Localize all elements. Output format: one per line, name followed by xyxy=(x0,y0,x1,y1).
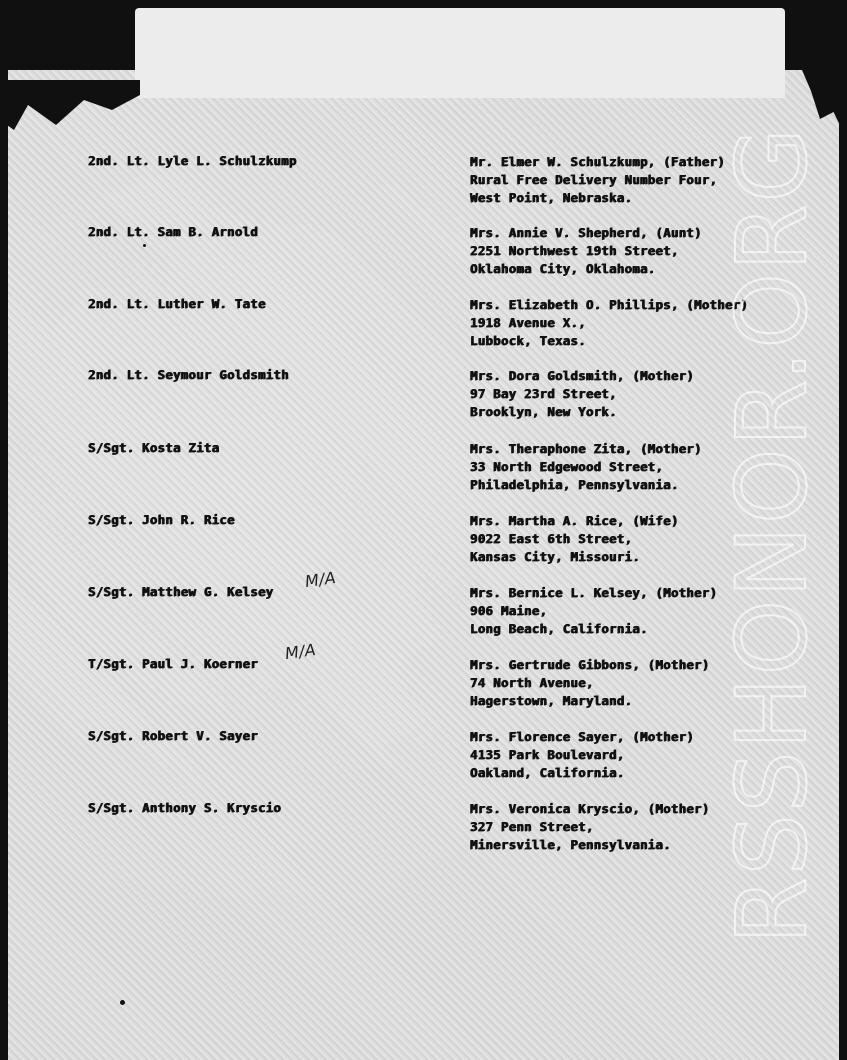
address-line: 1918 Avenue X., xyxy=(470,315,586,330)
address-line: Brooklyn, New York. xyxy=(470,404,617,419)
serviceman-name: 2nd. Lt. Sam B. Arnold xyxy=(88,224,258,239)
address-line: Rural Free Delivery Number Four, xyxy=(470,172,718,187)
address-line: Philadelphia, Pennsylvania. xyxy=(470,477,679,492)
address-line: 9022 East 6th Street, xyxy=(470,531,633,546)
serviceman-name: 2nd. Lt. Lyle L. Schulzkump xyxy=(88,153,297,168)
next-of-kin-address xyxy=(470,512,679,566)
address-line: Mrs. Florence Sayer, (Mother) xyxy=(470,729,695,744)
address-line: Mrs. Gertrude Gibbons, (Mother) xyxy=(470,657,710,672)
address-line: Oakland, California. xyxy=(470,765,625,780)
address-line: Lubbock, Texas. xyxy=(470,333,586,348)
address-line: Mrs. Martha A. Rice, (Wife) xyxy=(470,513,679,528)
address-line: Kansas City, Missouri. xyxy=(470,549,640,564)
paper-speck xyxy=(120,1000,125,1005)
address-line: 97 Bay 23rd Street, xyxy=(470,386,617,401)
next-of-kin-address xyxy=(470,367,694,421)
paper-top-strip xyxy=(135,8,785,98)
address-line: West Point, Nebraska. xyxy=(470,190,633,205)
serviceman-name: S/Sgt. Kosta Zita xyxy=(88,440,220,455)
serviceman-name: S/Sgt. Anthony S. Kryscio xyxy=(88,800,282,815)
next-of-kin-address xyxy=(470,153,725,207)
next-of-kin-address xyxy=(470,728,694,782)
next-of-kin-address xyxy=(470,296,748,350)
serviceman-name: T/Sgt. Paul J. Koerner xyxy=(88,656,258,671)
address-line: Oklahoma City, Oklahoma. xyxy=(470,261,656,276)
address-line: Mrs. Theraphone Zita, (Mother) xyxy=(470,441,702,456)
address-line: 906 Maine, xyxy=(470,603,548,618)
address-line: Mr. Elmer W. Schulzkump, (Father) xyxy=(470,154,725,169)
serviceman-name: S/Sgt. Robert V. Sayer xyxy=(88,728,258,743)
serviceman-name: S/Sgt. John R. Rice xyxy=(88,512,235,527)
address-line: 4135 Park Boulevard, xyxy=(470,747,625,762)
handwritten-note: M/A xyxy=(303,567,337,592)
next-of-kin-address xyxy=(470,224,702,278)
address-line: Mrs. Bernice L. Kelsey, (Mother) xyxy=(470,585,718,600)
next-of-kin-address xyxy=(470,800,710,854)
address-line: 74 North Avenue, xyxy=(470,675,594,690)
serviceman-name: 2nd. Lt. Seymour Goldsmith xyxy=(88,367,289,382)
address-line: Hagerstown, Maryland. xyxy=(470,693,633,708)
address-line: Mrs. Veronica Kryscio, (Mother) xyxy=(470,801,710,816)
next-of-kin-address xyxy=(470,656,710,710)
address-line: Mrs. Annie V. Shepherd, (Aunt) xyxy=(470,225,702,240)
address-line: 327 Penn Street, xyxy=(470,819,594,834)
next-of-kin-address xyxy=(470,584,717,638)
address-line: Minersville, Pennsylvania. xyxy=(470,837,671,852)
handwritten-note: M/A xyxy=(283,639,317,664)
address-line: 2251 Northwest 19th Street, xyxy=(470,243,679,258)
address-line: 33 North Edgewood Street, xyxy=(470,459,664,474)
next-of-kin-address xyxy=(470,440,702,494)
serviceman-name: S/Sgt. Matthew G. Kelsey xyxy=(88,584,274,599)
address-line: Long Beach, California. xyxy=(470,621,648,636)
paper-sheet xyxy=(8,70,839,1060)
address-line: Mrs. Elizabeth O. Phillips, (Mother) xyxy=(470,297,749,312)
serviceman-name: 2nd. Lt. Luther W. Tate xyxy=(88,296,266,311)
paper-speck xyxy=(143,244,146,247)
address-line: Mrs. Dora Goldsmith, (Mother) xyxy=(470,368,695,383)
